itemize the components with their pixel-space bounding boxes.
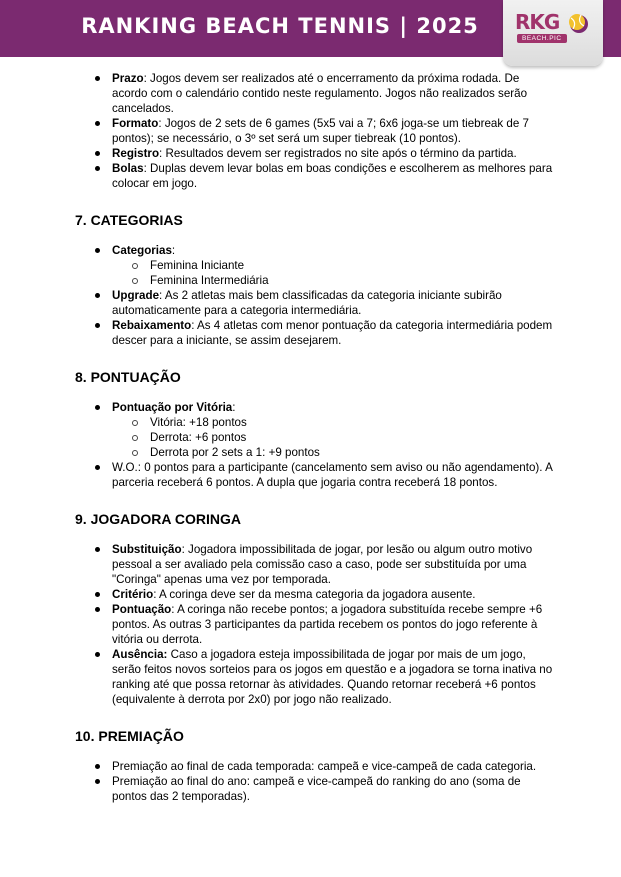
item-label: Bolas [112, 162, 144, 175]
item-label: Pontuação [112, 603, 172, 616]
section-heading-coringa: 9. JOGADORA CORINGA [75, 511, 241, 527]
sub-list-item: Feminina Iniciante [112, 258, 555, 273]
item-text: : As 4 atletas com menor pontuação da categoria intermediária podem descer para a iniciante, se assim desejarem. [112, 319, 553, 347]
list-item [75, 774, 555, 804]
list-item [75, 243, 555, 288]
logo-subtext: BEACH.PIC [517, 34, 567, 43]
list-item [75, 759, 555, 774]
sub-list-item: Derrota: +6 pontos [112, 430, 555, 445]
document-body [75, 71, 555, 804]
item-label: Formato [112, 117, 159, 130]
categorias-list [75, 243, 555, 348]
item-text: : [232, 401, 236, 414]
item-label: Pontuação por Vitória [112, 401, 233, 414]
logo-text: RKG [515, 10, 560, 34]
item-text: : A coringa não recebe pontos; a jogadora substituída recebe sempre +6 pontos. As outras 3 participantes da partida recebem os pontos do jogo referente à vitória ou derrota. [112, 603, 543, 646]
page-header [0, 0, 621, 57]
item-label: Critério [112, 588, 154, 601]
section-heading-premiacao: 10. PREMIAÇÃO [75, 728, 184, 744]
list-item [75, 161, 555, 191]
list-item [75, 602, 555, 647]
item-text: W.O.: 0 pontos para a participante (cancelamento sem aviso ou não agendamento). A parceria receberá 6 pontos. A dupla que jogaria contra receberá 18 pontos. [112, 461, 553, 489]
pontuacao-list [75, 400, 555, 490]
list-item [75, 71, 555, 116]
item-label: Upgrade [112, 289, 160, 302]
item-text: Premiação ao final de cada temporada: campeã e vice-campeã de cada categoria. [112, 760, 537, 773]
list-item [75, 146, 555, 161]
header-title: RANKING BEACH TENNIS | 2025 [81, 14, 479, 38]
item-text: Premiação ao final do ano: campeã e vice-campeã do ranking do ano (soma de pontos das 2 temporadas). [112, 775, 521, 803]
premiacao-list [75, 759, 555, 804]
item-text: : A coringa deve ser da mesma categoria da jogadora ausente. [153, 588, 476, 601]
list-item [75, 460, 555, 490]
item-text: : [171, 244, 176, 257]
item-label: Categorias [112, 244, 172, 257]
logo [503, 0, 603, 66]
sub-list [112, 415, 555, 460]
item-text: : Resultados devem ser registrados no site após o término da partida. [159, 147, 517, 160]
rules-list [75, 71, 555, 191]
item-text: : Duplas devem levar bolas em boas condições e escolherem as melhores para colocar em jogo. [112, 162, 553, 190]
list-item [75, 542, 555, 587]
item-label: Registro [112, 147, 160, 160]
list-item [75, 116, 555, 146]
item-text: : Jogos de 2 sets de 6 games (5x5 vai a 7; 6x6 joga-se um tiebreak de 7 pontos); se necessário, o 3º set será um super tiebreak (10 pontos). [112, 117, 529, 145]
list-item [75, 587, 555, 602]
coringa-list [75, 542, 555, 707]
list-item [75, 400, 555, 460]
sub-list [112, 258, 555, 288]
item-text: : As 2 atletas mais bem classificadas da categoria iniciante subirão automaticamente para a categoria intermediária. [112, 289, 502, 317]
item-label: Substituição [112, 543, 182, 556]
list-item [75, 647, 555, 707]
section-heading-categorias: 7. CATEGORIAS [75, 212, 183, 228]
item-text: : Jogadora impossibilitada de jogar, por lesão ou algum outro motivo pessoal a ser avaliado pela comissão caso a caso, pode ser substituída por uma "Coringa" apenas uma vez por temporada. [112, 543, 533, 586]
item-text: : Jogos devem ser realizados até o encerramento da próxima rodada. De acordo com o calendário contido neste regulamento. Jogos não realizados serão cancelados. [112, 72, 528, 115]
list-item [75, 318, 555, 348]
tennis-ball-icon [567, 12, 589, 34]
list-item [75, 288, 555, 318]
item-text: Caso a jogadora esteja impossibilitada de jogar por mais de um jogo, serão feitos novos sorteios para os jogos em questão e a jogadora se torna inativa no ranking até que possa retornar às atividades. Quando retornar receberá +6 pontos (equivalente à derrota por 2x0) por jogo não realizado. [112, 648, 553, 706]
item-label: Rebaixamento [112, 319, 192, 332]
item-label: Prazo [112, 72, 144, 85]
sub-list-item: Derrota por 2 sets a 1: +9 pontos [112, 445, 555, 460]
sub-list-item: Vitória: +18 pontos [112, 415, 555, 430]
item-label: Ausência: [112, 648, 168, 661]
section-heading-pontuacao: 8. PONTUAÇÃO [75, 369, 181, 385]
sub-list-item: Feminina Intermediária [112, 273, 555, 288]
